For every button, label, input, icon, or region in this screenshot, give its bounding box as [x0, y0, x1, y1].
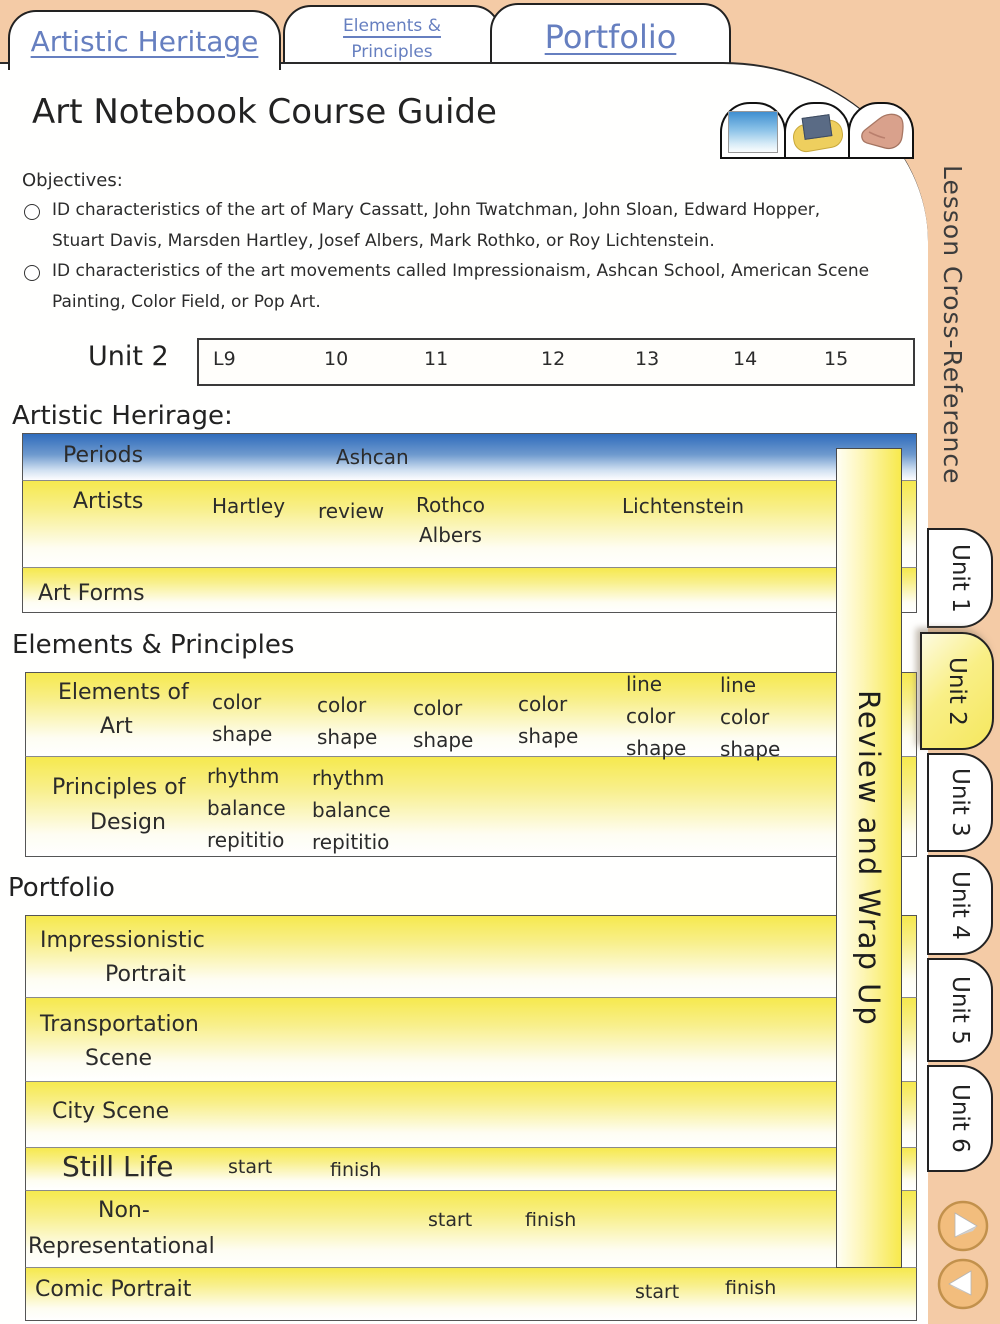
marker-start: start — [635, 1281, 680, 1303]
section-heading-artistic: Artistic Herirage: — [12, 401, 233, 431]
unit-tab-5[interactable]: Unit 5 — [927, 958, 993, 1062]
portfolio-row-label: Impressionistic — [40, 928, 205, 953]
hand-icon — [855, 110, 907, 154]
unit-tab-2[interactable]: Unit 2 — [920, 632, 994, 750]
objectives-heading: Objectives: — [22, 170, 123, 191]
entry-review: review — [318, 499, 385, 523]
lesson-number: 12 — [541, 348, 566, 370]
sponge-tab-button[interactable] — [784, 102, 850, 159]
row-periods — [22, 433, 917, 481]
tab-elements-label-line2: Principles — [351, 42, 433, 62]
review-wrap-up-column: Review and Wrap Up — [836, 448, 902, 1268]
left-arrow-icon — [937, 1258, 989, 1310]
toolbar-icon-buttons — [722, 102, 922, 159]
unit-tab-1[interactable]: Unit 1 — [927, 528, 993, 628]
portfolio-row-label: City Scene — [52, 1099, 170, 1124]
objective-1-line2: Stuart Davis, Marsden Hartley, Josef Albers, Mark Rothko, or Roy Lichtenstein. — [52, 231, 715, 251]
previous-page-button[interactable] — [937, 1258, 989, 1310]
entry-hartley: Hartley — [212, 494, 286, 518]
portfolio-row-label: Scene — [85, 1046, 153, 1071]
row-label-principles-1: Principles of — [52, 775, 186, 800]
marker-finish: finish — [525, 1209, 577, 1231]
principles-cell: rhythm balance repititio — [207, 764, 286, 852]
lesson-number: 10 — [324, 348, 349, 370]
hand-tab-button[interactable] — [848, 102, 914, 159]
elements-cell: line color shape — [720, 673, 781, 761]
section-heading-elements: Elements & Principles — [12, 630, 295, 660]
unit-tab-6[interactable]: Unit 6 — [927, 1065, 993, 1172]
lesson-number: 15 — [824, 348, 849, 370]
entry-ashcan: Ashcan — [336, 445, 409, 469]
lesson-number: 11 — [424, 348, 449, 370]
bullet-icon — [24, 265, 40, 281]
portfolio-row-label: Non- — [98, 1198, 150, 1223]
row-label-periods: Periods — [63, 443, 144, 468]
marker-finish: finish — [330, 1159, 382, 1181]
tab-portfolio-label: Portfolio — [544, 18, 677, 56]
tab-portfolio[interactable] — [490, 3, 731, 71]
unit-tab-4[interactable]: Unit 4 — [927, 855, 993, 955]
next-page-button[interactable] — [937, 1200, 989, 1252]
marker-start: start — [228, 1156, 273, 1178]
row-label-elements-1: Elements of — [58, 680, 189, 705]
canvas-icon — [728, 111, 778, 153]
row-label-elements-2: Art — [100, 714, 133, 739]
page-title: Art Notebook Course Guide — [32, 92, 497, 132]
objective-2-line2: Painting, Color Field, or Pop Art. — [52, 292, 321, 312]
row-label-artists: Artists — [73, 489, 144, 514]
lesson-number: L9 — [213, 348, 236, 370]
portfolio-row-label: Still Life — [62, 1150, 174, 1183]
objective-1-line1: ID characteristics of the art of Mary Cassatt, John Twatchman, John Sloan, Edward Hopper, — [52, 200, 821, 220]
portfolio-row-label: Transportation — [40, 1012, 199, 1037]
right-arrow-icon — [937, 1200, 989, 1252]
row-label-principles-2: Design — [90, 810, 166, 835]
elements-cell: color shape — [413, 696, 474, 752]
unit-tab-3[interactable]: Unit 3 — [927, 753, 993, 852]
entry-albers: Albers — [419, 523, 482, 547]
sponge-icon — [791, 110, 843, 154]
entry-lichtenstein: Lichtenstein — [622, 494, 744, 518]
objective-2-line1: ID characteristics of the art movements called Impressionaism, Ashcan School, American Scene — [52, 261, 870, 281]
portfolio-row-label: Representational — [28, 1234, 215, 1259]
row-label-art-forms: Art Forms — [38, 581, 145, 606]
entry-rothco: Rothco — [416, 493, 485, 517]
canvas-tab-button[interactable] — [720, 102, 786, 159]
row-principles-of-design — [25, 757, 917, 857]
elements-cell: color shape — [212, 690, 273, 746]
principles-cell: rhythm balance repititio — [312, 766, 391, 854]
section-heading-portfolio: Portfolio — [8, 873, 115, 903]
tab-artistic-heritage-label: Artistic Heritage — [30, 24, 259, 58]
marker-start: start — [428, 1209, 473, 1231]
tab-artistic-heritage[interactable] — [8, 10, 281, 70]
portfolio-row-label: Comic Portrait — [35, 1277, 192, 1302]
elements-cell: color shape — [317, 693, 378, 749]
bullet-icon — [24, 204, 40, 220]
unit-label: Unit 2 — [88, 341, 169, 372]
lesson-number: 14 — [733, 348, 758, 370]
row-transportation-scene — [25, 998, 917, 1082]
elements-cell: line color shape — [626, 672, 687, 760]
elements-cell: color shape — [518, 692, 579, 748]
row-art-forms — [22, 568, 917, 613]
portfolio-row-label: Portrait — [105, 962, 186, 987]
tab-elements-label-line1: Elements & — [343, 16, 441, 36]
lesson-cross-reference-label: Lesson Cross-Reference — [938, 165, 967, 485]
marker-finish: finish — [725, 1277, 777, 1299]
lesson-number: 13 — [635, 348, 660, 370]
